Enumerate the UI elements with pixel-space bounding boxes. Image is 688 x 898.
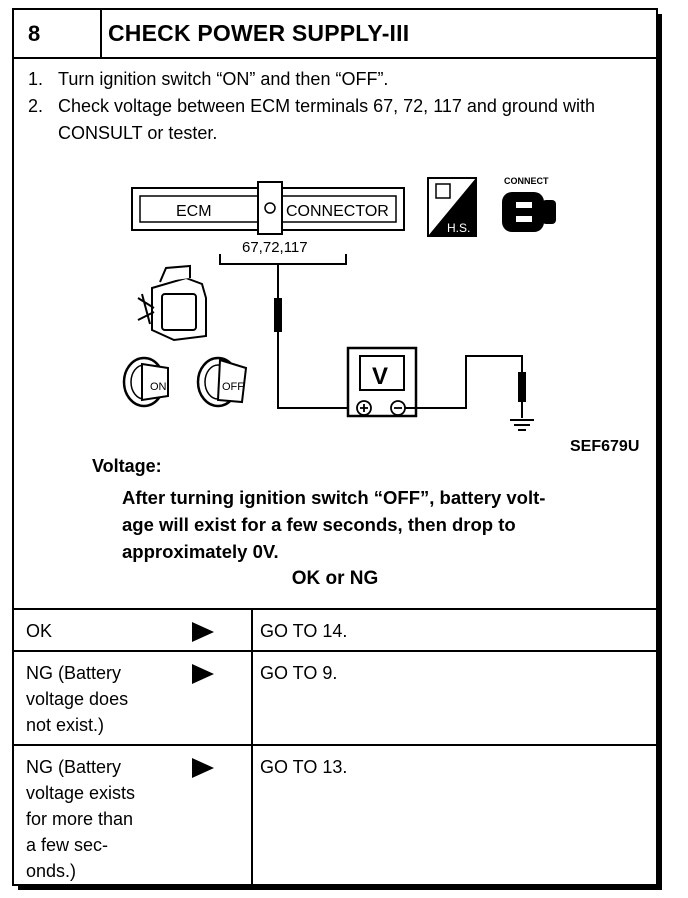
key-on-label: ON <box>150 381 167 393</box>
hs-icon <box>428 178 476 236</box>
key-off-label: OFF <box>222 381 244 393</box>
wire-negative <box>405 356 522 408</box>
ground-icon <box>510 420 534 430</box>
result-condition <box>26 660 176 738</box>
result-condition <box>26 754 176 884</box>
result-condition-line: a few sec- <box>26 835 109 855</box>
result-row <box>14 610 656 652</box>
wire-positive <box>278 332 348 408</box>
voltage-spec-line: age will exist for a few seconds, then drop to <box>122 514 516 535</box>
hs-label: H.S. <box>447 221 471 235</box>
result-condition-line: voltage does <box>26 689 129 709</box>
step-header <box>14 10 656 59</box>
voltage-spec-line: After turning ignition switch “OFF”, battery volt- <box>122 487 546 508</box>
wiring-diagram <box>94 170 574 440</box>
result-condition-line: not exist.) <box>26 715 105 735</box>
result-action: GO TO 13. <box>260 757 348 777</box>
instruction-item <box>28 66 648 93</box>
consult-connect-icon <box>502 176 556 232</box>
arrow-right-icon <box>192 664 214 684</box>
result-condition-line: voltage exists <box>26 783 136 803</box>
connector-label: CONNECTOR <box>286 203 389 220</box>
voltage-spec <box>122 484 642 565</box>
result-action: GO TO 9. <box>260 663 338 683</box>
page-shadow-bottom <box>18 886 662 890</box>
arrow-right-icon <box>192 622 214 642</box>
voltage-label: Voltage: <box>92 456 162 476</box>
probe-positive <box>274 298 282 332</box>
connect-label: CONNECT <box>504 176 549 186</box>
result-condition-line: NG (Battery <box>26 757 122 777</box>
step-number: 8 <box>14 10 102 57</box>
instruction-item <box>28 93 648 147</box>
result-action: GO TO 14. <box>260 621 348 641</box>
voltage-spec-line: approximately 0V. <box>122 541 279 562</box>
ignition-key-on-icon <box>124 358 168 406</box>
figure-id: SEF679U <box>570 438 640 455</box>
result-condition <box>26 618 176 644</box>
page-shadow-right <box>658 14 662 890</box>
result-condition-line: NG (Battery <box>26 663 122 683</box>
column-divider <box>251 746 253 886</box>
ecm-connector <box>132 182 404 234</box>
engine-icon <box>138 266 206 340</box>
result-row <box>14 652 656 746</box>
voltmeter <box>348 348 416 416</box>
ecm-label: ECM <box>176 203 212 220</box>
meter-label: V <box>372 363 389 390</box>
instruction-number: 2. <box>28 96 44 116</box>
column-divider <box>251 652 253 744</box>
result-condition-line: for more than <box>26 809 134 829</box>
probe-negative <box>518 372 526 402</box>
instruction-number: 1. <box>28 69 44 89</box>
arrow-right-icon <box>192 758 214 778</box>
results-table <box>14 608 656 886</box>
ok-or-ng-heading: OK or NG <box>291 568 379 589</box>
terminals-label: 67,72,117 <box>242 239 308 256</box>
result-condition-line: OK <box>26 621 53 641</box>
procedure-sheet <box>12 8 658 886</box>
ignition-key-off-icon <box>198 358 246 406</box>
column-divider <box>251 610 253 650</box>
instruction-list <box>28 66 648 147</box>
step-title: CHECK POWER SUPPLY-III <box>108 20 410 46</box>
result-row <box>14 746 656 886</box>
instruction-text: Turn ignition switch “ON” and then “OFF”. <box>58 69 389 89</box>
result-condition-line: onds.) <box>26 861 77 881</box>
instruction-text: Check voltage between ECM terminals 67, 72, 117 and ground with CONSULT or tester. <box>58 96 595 143</box>
